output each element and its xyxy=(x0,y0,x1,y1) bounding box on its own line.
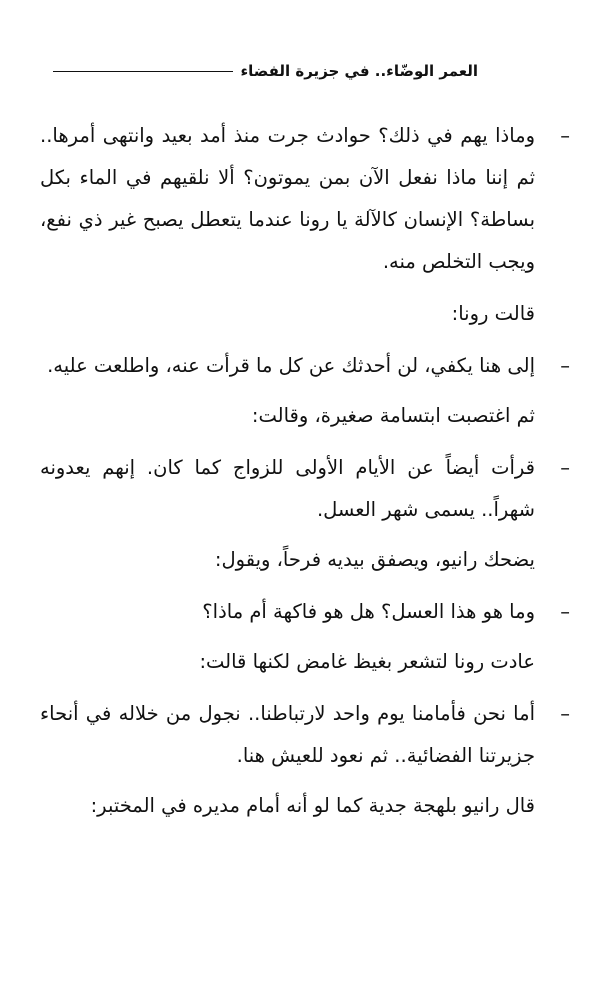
paragraph-text: وما هو هذا العسل؟ هل هو فاكهة أم ماذا؟ xyxy=(202,600,535,623)
paragraph-text: إلى هنا يكفي، لن أحدثك عن كل ما قرأت عنه، واطلعت عليه. xyxy=(47,354,535,377)
dialogue-dash: – xyxy=(560,702,570,725)
dialogue-dash: – xyxy=(560,354,570,377)
dialogue-paragraph xyxy=(40,447,570,531)
narration-paragraph xyxy=(40,293,570,335)
paragraph-text: يضحك رانيو، ويصفق بيديه فرحاً، ويقول: xyxy=(214,548,535,571)
paragraph-text: قالت رونا: xyxy=(451,302,535,325)
narration-paragraph xyxy=(40,395,570,437)
dialogue-paragraph xyxy=(40,115,570,283)
narration-paragraph xyxy=(40,785,570,827)
page-body xyxy=(40,115,570,827)
dialogue-paragraph xyxy=(40,345,570,387)
paragraph-text: عادت رونا لتشعر بغيظ غامض لكنها قالت: xyxy=(199,650,535,673)
dialogue-paragraph xyxy=(40,591,570,633)
paragraph-text: وماذا يهم في ذلك؟ حوادث جرت منذ أمد بعيد وانتهى أمرها.. ثم إننا ماذا نفعل الآن بمن يموتون؟ ألا نلقيهم في الماء بكل بساطة؟ الإنسان كالآلة يا رونا عندما يتعطل يصبح غير ذي نفع، ويجب التخلص منه. xyxy=(40,124,535,273)
paragraph-text: قال رانيو بلهجة جدية كما لو أنه أمام مديره في المختبر: xyxy=(90,794,535,817)
running-header-title: العمر الوضّاء.. في جزيرة الفضاء xyxy=(240,62,478,80)
header-rule xyxy=(53,71,233,72)
paragraph-text: أما نحن فأمامنا يوم واحد لارتباطنا.. نجول من خلاله في أنحاء جزيرتنا الفضائية.. ثم نعود للعيش هنا. xyxy=(40,702,535,767)
running-header xyxy=(53,62,479,80)
dialogue-paragraph xyxy=(40,693,570,777)
paragraph-text: قرأت أيضاً عن الأيام الأولى للزواج كما كان. إنهم يعدونه شهراً.. يسمى شهر العسل. xyxy=(40,456,535,521)
dialogue-dash: – xyxy=(560,600,570,623)
narration-paragraph xyxy=(40,641,570,683)
paragraph-text: ثم اغتصبت ابتسامة صغيرة، وقالت: xyxy=(251,404,535,427)
dialogue-dash: – xyxy=(560,456,570,479)
narration-paragraph xyxy=(40,539,570,581)
dialogue-dash: – xyxy=(560,124,570,147)
